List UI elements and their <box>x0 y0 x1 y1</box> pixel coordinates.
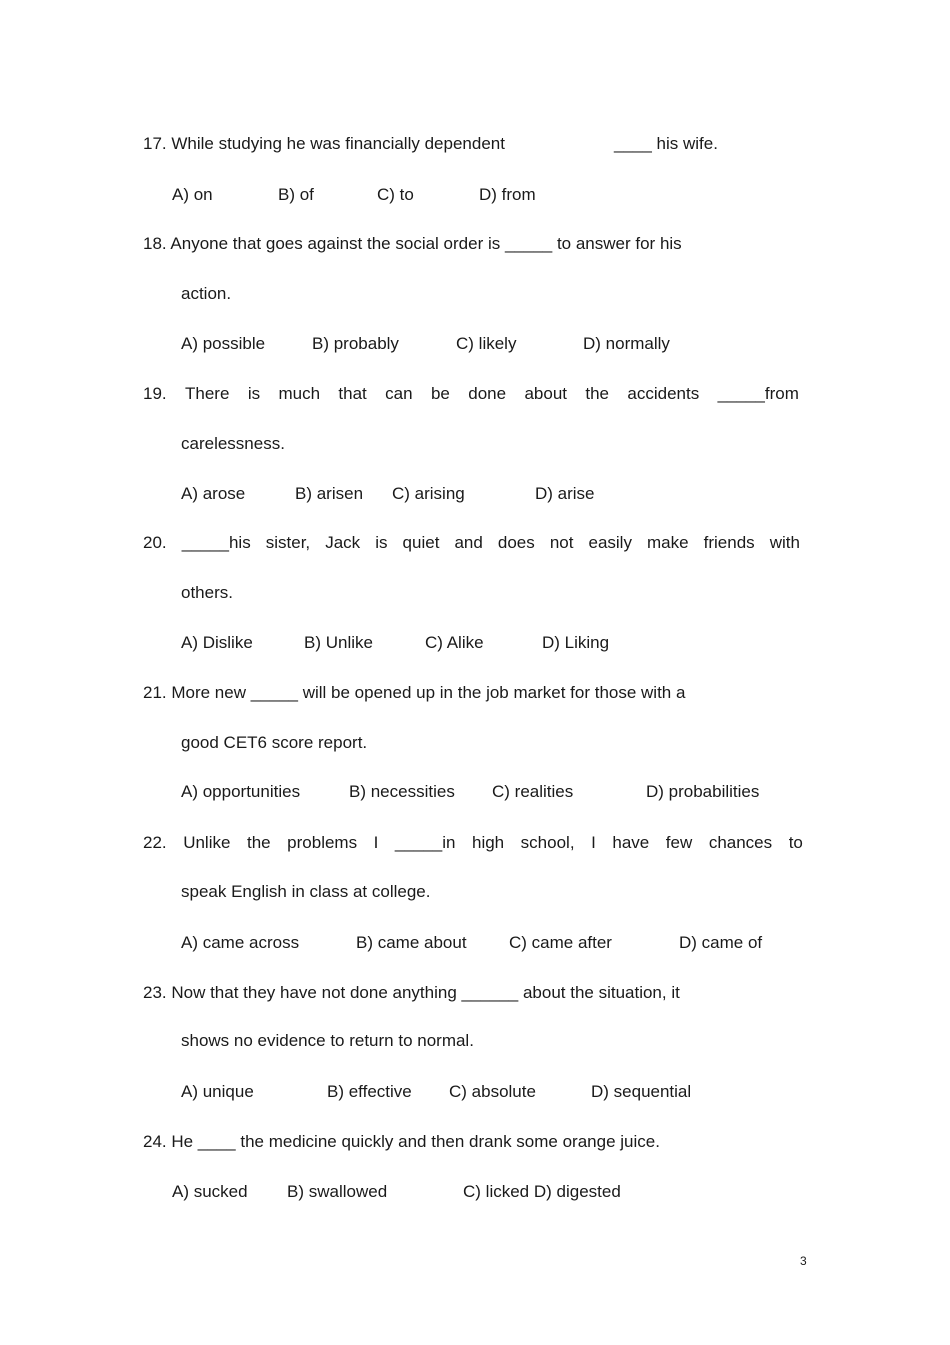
option-c: C) absolute <box>449 1082 536 1101</box>
option-d: D) sequential <box>591 1082 692 1101</box>
stem-word: make <box>647 533 689 552</box>
stem-word: is <box>247 384 261 403</box>
stem-word: have <box>612 833 650 852</box>
stem-word: sister, <box>265 533 311 552</box>
stem-word: quiet <box>402 533 440 552</box>
option-c: C) to <box>377 185 414 204</box>
stem-word: _____his <box>181 533 251 552</box>
stem-word: I <box>591 833 596 852</box>
option-c: C) came after <box>509 933 612 952</box>
stem-word: with <box>769 533 800 552</box>
stem-word: high <box>471 833 505 852</box>
option-c: C) realities <box>492 782 574 801</box>
stem-word: chances <box>708 833 773 852</box>
stem-word: 22. <box>143 833 167 852</box>
question-stem-continuation: shows no evidence to return to normal. <box>181 1031 474 1050</box>
option-a: A) unique <box>181 1082 254 1101</box>
stem-word: much <box>278 384 321 403</box>
option-d: D) came of <box>679 933 763 952</box>
question-stem-continuation: action. <box>181 284 232 303</box>
option-a: A) arose <box>181 484 246 503</box>
option-b: B) necessities <box>349 782 455 801</box>
stem-word: about <box>524 384 567 403</box>
stem-word: _____in <box>394 833 456 852</box>
option-a: A) came across <box>181 933 300 952</box>
option-b: B) probably <box>312 334 399 353</box>
option-d: D) Liking <box>542 633 610 652</box>
option-d: D) normally <box>583 334 670 353</box>
stem-word: _____from <box>717 384 799 403</box>
stem-word: be <box>430 384 450 403</box>
stem-word: to <box>788 833 803 852</box>
question-stem: 21. More new _____ will be opened up in the job market for those with a <box>143 683 686 702</box>
option-a: A) sucked <box>172 1182 248 1201</box>
option-a: A) possible <box>181 334 266 353</box>
option-b: B) effective <box>327 1082 412 1101</box>
stem-word: Jack <box>325 533 361 552</box>
stem-word: done <box>468 384 507 403</box>
stem-word: accidents <box>627 384 700 403</box>
option-b: B) swallowed <box>287 1182 388 1201</box>
option-b: B) of <box>278 185 314 204</box>
question-stem <box>143 532 800 554</box>
question-stem-continuation: carelessness. <box>181 434 285 453</box>
stem-word: that <box>338 384 367 403</box>
stem-word: few <box>665 833 693 852</box>
stem-word: friends <box>703 533 755 552</box>
option-a: A) Dislike <box>181 633 253 652</box>
stem-word: 20. <box>143 533 167 552</box>
question-stem: 24. He ____ the medicine quickly and then drank some orange juice. <box>143 1132 660 1151</box>
stem-word: not <box>549 533 574 552</box>
question-stem-continuation: good CET6 score report. <box>181 733 368 752</box>
option-c-d: C) licked D) digested <box>463 1182 621 1201</box>
option-d: D) from <box>479 185 536 204</box>
option-b: B) came about <box>356 933 467 952</box>
stem-word: 19. <box>143 384 167 403</box>
question-stem <box>143 832 803 854</box>
stem-word: problems <box>287 833 358 852</box>
stem-word: school, <box>520 833 575 852</box>
stem-word: Unlike <box>183 833 231 852</box>
option-b: B) arisen <box>295 484 364 503</box>
question-stem: 23. Now that they have not done anything ______ about the situation, it <box>143 983 680 1002</box>
option-c: C) Alike <box>425 633 484 652</box>
option-c: C) arising <box>392 484 465 503</box>
question-stem <box>143 383 799 405</box>
option-d: D) arise <box>535 484 595 503</box>
stem-word: and <box>454 533 483 552</box>
question-stem: 17. While studying he was financially dependent <box>143 134 505 153</box>
option-c: C) likely <box>456 334 517 353</box>
question-stem: 18. Anyone that goes against the social order is _____ to answer for his <box>143 234 682 253</box>
page-number: 3 <box>800 1254 807 1268</box>
question-stem-continuation: speak English in class at college. <box>181 882 431 901</box>
option-a: A) on <box>172 185 213 204</box>
option-a: A) opportunities <box>181 782 301 801</box>
stem-word: the <box>585 384 610 403</box>
stem-word: does <box>497 533 535 552</box>
stem-word: is <box>375 533 388 552</box>
stem-word: the <box>246 833 271 852</box>
stem-word: easily <box>588 533 632 552</box>
question-stem-blank: ____ his wife. <box>614 134 718 153</box>
stem-word: can <box>385 384 413 403</box>
question-stem-continuation: others. <box>181 583 233 602</box>
stem-word: I <box>373 833 379 852</box>
stem-word: There <box>185 384 230 403</box>
option-b: B) Unlike <box>304 633 373 652</box>
option-d: D) probabilities <box>646 782 760 801</box>
